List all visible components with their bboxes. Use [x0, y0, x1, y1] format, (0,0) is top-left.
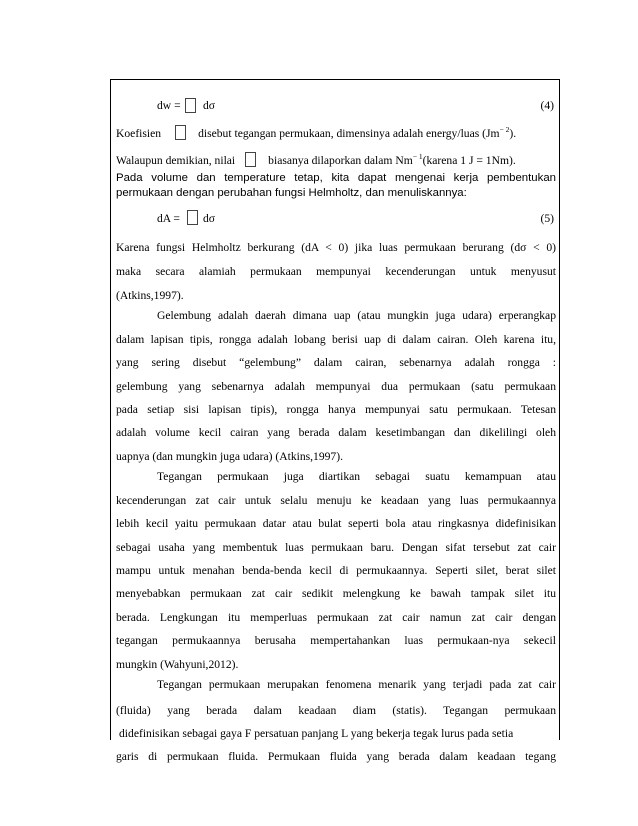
eq4-prefix: dw = [157, 99, 181, 112]
text-line: lebih kecil yaitu permukaan datar atau bulat seperti bola atau ringkasnya didefinisikan [116, 517, 556, 530]
text-line: kecenderungan zat cair untuk selalu menuju ke keadaan yang luas permukaannya [116, 494, 556, 507]
walau-end: (karena 1 J = 1Nm). [422, 154, 516, 167]
koef-sup: − 2 [499, 125, 510, 134]
koef-pre: Koefisien [116, 127, 162, 140]
text-line: didefinisikan sebagai gaya F persatuan panjang L yang bekerja tegak lurus pada setia [119, 727, 514, 740]
text-line: sebagai usaha yang membentuk luas permukaan baru. Dengan sifat tersebut zat cair [116, 541, 556, 554]
missing-glyph-icon [185, 98, 196, 113]
text-line: Pada volume dan temperature tetap, kita dapat mengenai kerja pembentukan [116, 172, 556, 184]
text-line: dalam lapisan tipis, rongga adalah lobang berisi uap di dalam cairan. Oleh karena itu, [116, 333, 556, 346]
text-line: pada setiap sisi lapisan tipis), rongga hanya mempunyai satu permukaan. Tetesan [116, 403, 556, 416]
text-line: (fluida) yang berada dalam keadaan diam (statis). Tegangan permukaan [116, 704, 556, 717]
koef-end: ). [509, 127, 517, 140]
missing-glyph-icon [187, 210, 198, 225]
text-line: tegangan permukaannya berusaha mempertahankan luas permukaan-nya sekecil [116, 634, 556, 647]
text-line: uapnya (dan mungkin juga udara) (Atkins,1997). [116, 450, 343, 463]
walau-pre: Walaupun demikian, nilai [116, 154, 236, 167]
eq4-number: (4) [540, 99, 554, 112]
eq5-suffix: dσ [203, 212, 216, 225]
missing-glyph-icon [245, 152, 256, 167]
text-line: permukaan dengan perubahan fungsi Helmholtz, dan menuliskannya: [116, 187, 467, 199]
text-line: maka secara alamiah permukaan mempunyai kecenderungan untuk menyusut [116, 265, 556, 278]
text-line: adalah volume kecil cairan yang berada dalam kesetimbangan dan dikelilingi oleh [116, 426, 556, 439]
text-line: Tegangan permukaan merupakan fenomena menarik yang terjadi pada zat cair [157, 678, 556, 691]
text-line: yang sering disebut “gelembung” dalam cairan, sebenarnya adalah rongga : [116, 356, 556, 369]
text-line: mampu untuk menahan benda-benda kecil di permukaannya. Seperti silet, berat silet [116, 564, 556, 577]
koefisien-line [116, 125, 556, 141]
text-line: menyebabkan permukaan zat cair sedikit melengkung ke bawah tampak silet itu [116, 587, 556, 600]
eq5-prefix: dA = [157, 212, 180, 225]
text-line: Tegangan permukaan juga diartikan sebagai suatu kemampuan atau [157, 470, 556, 483]
text-line: (Atkins,1997). [116, 289, 184, 302]
missing-glyph-icon [175, 125, 186, 140]
text-line: Gelembung adalah daerah dimana uap (atau mungkin juga udara) erperangkap [157, 309, 556, 322]
text-line: mungkin (Wahyuni,2012). [116, 658, 239, 671]
text-line: gelembung yang sebenarnya adalah mempunyai dua permukaan (satu permukaan [116, 380, 556, 393]
walau-post: biasanya dilaporkan dalam Nm [268, 154, 413, 167]
text-line: garis di permukaan fluida. Permukaan fluida yang berada dalam keadaan tegang [116, 750, 556, 763]
text-line: Karena fungsi Helmholtz berkurang (dA < 0) jika luas permukaan berurang (dσ < 0) [116, 241, 556, 254]
walaupun-line [116, 152, 556, 168]
eq4-suffix: dσ [203, 99, 216, 112]
koef-post: disebut tegangan permukaan, dimensinya adalah energy/luas (Jm [198, 127, 500, 140]
text-line: berada. Lengkungan itu memperluas permukaan zat cair namun zat cair dengan [116, 611, 556, 624]
eq5-number: (5) [540, 212, 554, 225]
walau-sup: − 1 [412, 152, 423, 161]
